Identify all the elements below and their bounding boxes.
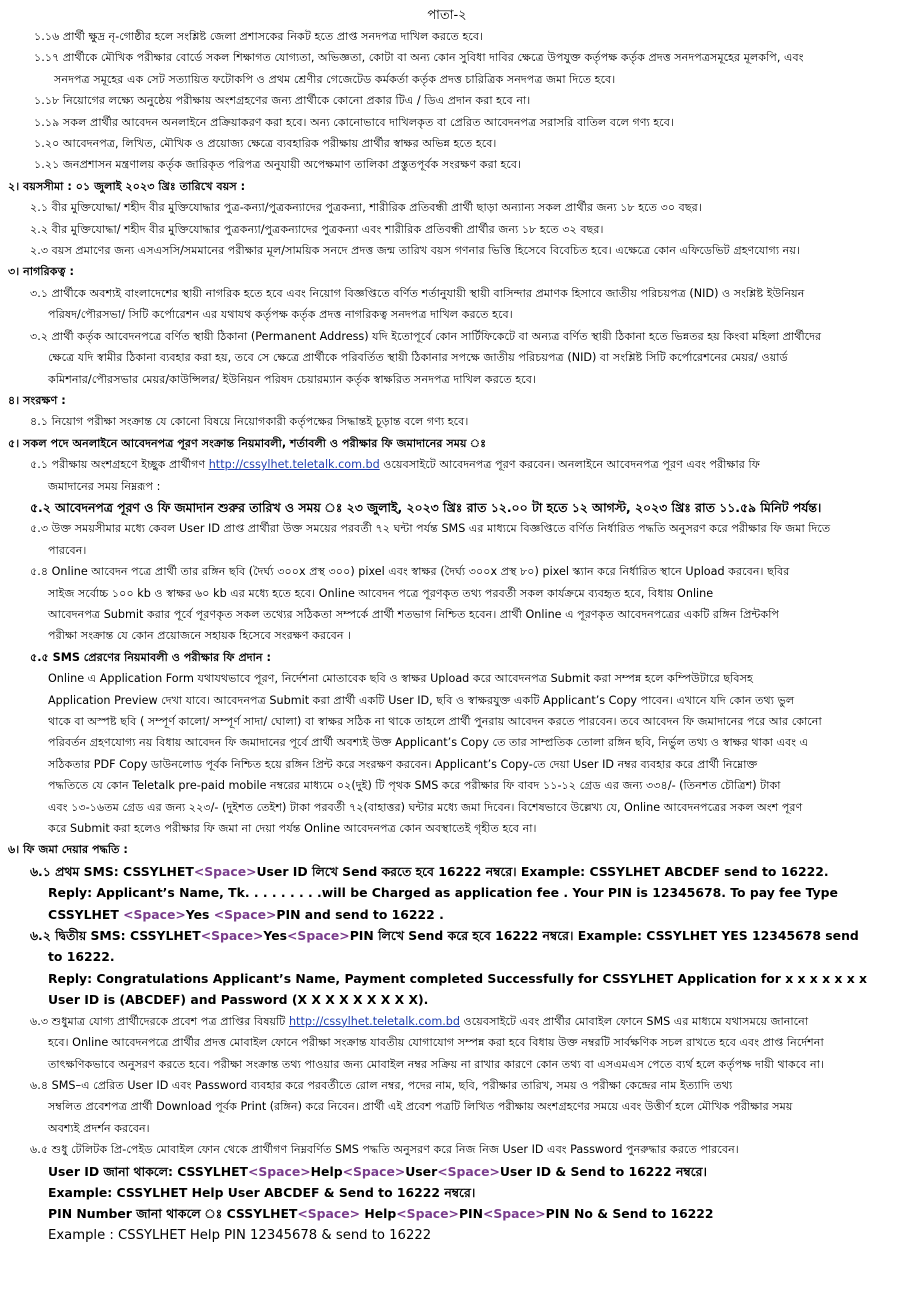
space-tag: <Space> <box>248 1163 311 1179</box>
clause-5-5-para-5: সঠিকতার PDF Copy ডাউনলোড পূর্বক নিশ্চিত হয়ে রঙ্গিন প্রিন্ট করে সংরক্ষণ করবেন। Applicant’s Copy-তে দেয়া User ID নম্বর ব্যবহার করে প্রার্থী নিম্নোক্ত <box>48 757 758 771</box>
clause-5-3: ৫.৩ উক্ত সময়সীমার মধ্যে কেবল User ID প্রাপ্ত প্রার্থীরা উক্ত সময়ের পরবর্তী ৭২ ঘন্টা পর্যন্ত SMS এর মাধ্যমে বিজ্ঞপ্তিতে বর্ণিত নির্ধারিত পদ্ধতি অনুসরণ করে পরীক্ষার ফি জমা দিতে <box>30 522 831 536</box>
clause-5-5-para-3: থাকে বা অস্পষ্ট ছবি ( সম্পূর্ণ কালো/ সম্পূর্ণ সাদা/ ঘোলা) বা স্বাক্ষর সঠিক না থাকে তাহলে প্রার্থী পুনরায় আবেদন করতে পারবেন। তবে আবেদন ফি জমাদানের পরে আর কোনো <box>48 715 822 728</box>
clause-6-1 <box>8 861 886 882</box>
clause-6-3-cont-2: তাৎক্ষণিকভাবে অনুসরণ করতে হবে। পরীক্ষা সংক্রান্ত তথ্য পাওয়ার জন্য মোবাইল নম্বর সক্রিয় না রাখার কারণে কোন তথ্য বা এসএমএস পেতে ব্যর্থ হলে কর্তৃপক্ষ দায়ী থাকবে না। <box>48 1057 824 1071</box>
section-6-heading: ৬। ফি জমা দেয়ার পদ্ধতি : <box>8 843 128 857</box>
space-tag: <Space> <box>437 1163 500 1179</box>
space-tag: <Space> <box>213 906 277 922</box>
clause-5-1-cont: জমাদানের সময় নিম্নরূপ : <box>48 479 161 493</box>
clause-1-17: ১.১৭ প্রার্থীকে মৌখিক পরীক্ষার বোর্ডে সকল শিক্ষাগত যোগ্যতা, অভিজ্ঞতা, কোটা বা অন্য কোন সুবিধা দাবির ক্ষেত্রে উপযুক্ত কর্তৃপক্ষ কর্তৃক প্রদত্ত সনদপত্রসমূহের মূলকপি, এবং <box>34 51 804 65</box>
sms1-suffix: User ID লিখে Send করতে হবে 16222 নম্বরে। Example: CSSYLHET ABCDEF send to 16222. <box>256 863 829 879</box>
clause-5-1-text-a: ৫.১ পরীক্ষায় অংশগ্রহণে ইচ্ছুক প্রার্থীগণ <box>30 458 209 472</box>
clause-3-1-cont: পরিষদ/পৌরসভা/ সিটি কর্পোরেশন এর যথাযথ কর্তৃপক্ষ কর্তৃক প্রদত্ত নাগরিকত্ব সনদপত্র দাখিল করতে হবে। <box>48 308 513 322</box>
clause-2-3: ২.৩ বয়স প্রমাণের জন্য এসএসসি/সমমানের পরীক্ষার মূল/সাময়িক সনদে প্রদত্ত জন্ম তারিখ বয়স গণনার ভিত্তি হিসেবে বিবেচিত হবে। এক্ষেত্রে কোন এফিডেভিট গ্রহণযোগ্য নয়। <box>30 244 800 258</box>
clause-1-17-cont: সনদপত্র সমূহের এক সেট সত্যায়িত ফটোকপি ও প্রথম শ্রেণীর গেজেটেড কর্মকর্তা কর্তৃক প্রদত্ত চারিত্রিক সনদপত্র জমা দিতে হবে। <box>54 72 616 86</box>
clause-6-4-cont-1: সম্বলিত প্রবেশপত্র প্রার্থী Download পূর্বক Print (রঙ্গিন) করে নিবেন। প্রার্থী এই প্রবেশ পত্রটি লিখিত পরীক্ষায় অংশগ্রহণের সময়ে এবং উত্তীর্ণ হলে মৌখিক পরীক্ষার সময় <box>48 1100 793 1114</box>
clause-5-1-text-b: ওয়েবসাইটে আবেদনপত্র পূরণ করবেন। অনলাইনে আবেদনপত্র পূরণ এবং পরীক্ষার ফি <box>379 458 760 472</box>
clause-2-2: ২.২ বীর মুক্তিযোদ্ধা/ শহীদ বীর মুক্তিযোদ্ধার পুত্রকন্যা/পুত্রকন্যাদের পুত্রকন্যা এবং শারীরিক প্রতিবন্ধী প্রার্থীর জন্য ১৮ হতে ৩২ বছর। <box>30 222 604 236</box>
clause-3-2: ৩.২ প্রার্থী কর্তৃক আবেদনপত্রে বর্ণিত স্থায়ী ঠিকানা (Permanent Address) যদি ইতোপূর্বে কোন সার্টিফিকেটে বা অন্যত্র বর্ণিত স্থায়ী ঠিকানা হতে ভিন্নতর হয় কিংবা মহিলা প্রার্থীদের <box>30 329 822 343</box>
clause-6-3-text-a: ৬.৩ শুধুমাত্র যোগ্য প্রার্থীদেরকে প্রবেশ পত্র প্রাপ্তির বিষয়টি <box>30 1014 289 1028</box>
clause-5-4-cont-3: পরীক্ষা সংক্রান্ত যে কোন প্রয়োজনে সহায়ক হিসেবে সংরক্ষণ করবেন । <box>48 629 352 643</box>
clause-6-3-cont-1: হবে। Online আবেদনপত্রে প্রার্থীর প্রদত্ত মোবাইল ফোনে পরীক্ষা সংক্রান্ত যাবতীয় যোগাযোগ সম্পন্ন করা হবে বিধায় উক্ত নম্বরটি সার্বক্ষণিক সচল রাখতে হবে এবং প্রাপ্ত নির্দেশনা <box>48 1036 824 1050</box>
clause-5-4-cont-1: সাইজ সর্বোচ্চ ১০০ kb ও স্বাক্ষর ৬০ kb এর মধ্যে হতে হবে। Online আবেদন পত্রে পূরণকৃত তথ্য পরবর্তী সকল কার্যক্রমে ব্যবহৃত হবে, বিধায় Online <box>48 586 714 600</box>
sms1-prefix: ৬.১ প্রথম SMS: CSSYLHET <box>30 863 194 879</box>
userid-recovery <box>8 1161 886 1182</box>
space-tag: <Space> <box>483 1206 546 1222</box>
clause-6-2 <box>8 925 886 946</box>
clause-6-4: ৬.৪ SMS–এ প্রেরিত User ID এবং Password ব্যবহার করে পরবর্তীতে রোল নম্বর, পদের নাম, ছবি, পরীক্ষার তারিখ, সময় ও পরীক্ষা কেন্দ্রের নাম ইত্যাদি তথ্য <box>30 1078 733 1092</box>
clause-6-4-cont-2: অবশ্যই প্রদর্শন করবেন। <box>48 1121 150 1135</box>
clause-3-2-cont-1: ক্ষেত্রে যদি স্বামীর ঠিকানা ব্যবহার করা হয়, তবে সে ক্ষেত্রে প্রার্থীকে পরিবর্তিত স্থায়ী ঠিকানার সপক্ষে জাতীয় পরিচয়পত্র (NID) বা সংশ্লিষ্ট সিটি কর্পোরেশনের মেয়র/ ওয়ার্ড <box>48 351 788 365</box>
clause-1-19: ১.১৯ সকল প্রার্থীর আবেদন অনলাইনে প্রক্রিয়াকরণ করা হবে। অন্য কোনোভাবে দাখিলকৃত বা প্রেরিত আবেদনপত্র সরাসরি বাতিল বলে গণ্য হবে। <box>34 115 675 129</box>
clause-5-5-para-1: Online এ Application Form যথাযথভাবে পূরণ, নির্দেশনা মোতাবেক ছবি ও স্বাক্ষর Upload করে আবেদনপত্র Submit করা সম্পন্ন হলে কম্পিউটারে ছবিসহ <box>48 672 753 686</box>
section-3-heading: ৩। নাগরিকত্ব : <box>8 265 74 279</box>
pin-keyword: PIN <box>458 1206 483 1222</box>
clause-6-1-reply-cont <box>8 904 886 925</box>
clause-5-5-para-4: পরিবর্তন গ্রহণযোগ্য নয় বিধায় আবেদন ফি জমাদানের পূর্বে প্রার্থী অবশ্যই উক্ত Applicant’s Copy তে তার সাম্প্রতিক তোলা রঙ্গিন ছবি, নির্ভুল তথ্য ও স্বাক্ষর থাকা এবং এ <box>48 736 809 750</box>
clause-3-2-cont-2: কমিশনার/পৌরসভার মেয়র/কাউন্সিলর/ ইউনিয়ন পরিষদ চেয়ারম্যান কর্তৃক স্বাক্ষরিত সনদপত্র দাখিল করতে হবে। <box>48 372 536 386</box>
clause-6-5: ৬.৫ শুধু টেলিটক প্রি-পেইড মোবাইল ফোন থেকে প্রার্থীগণ নিম্নবর্ণিত SMS পদ্ধতি অনুসরণ করে নিজ নিজ User ID এবং Password পুনরুদ্ধার করতে পারবেন। <box>30 1143 739 1157</box>
clause-1-16: ১.১৬ প্রার্থী ক্ষুদ্র নৃ-গোষ্ঠীর হলে সংশ্লিষ্ট জেলা প্রশাসকের নিকট হতে প্রাপ্ত সনদপত্র দাখিল করতে হবে। <box>34 30 484 43</box>
sms2-suffix: PIN লিখে Send করে হবে 16222 নম্বরে। Example: CSSYLHET YES 12345678 send <box>349 928 859 944</box>
website-link[interactable]: http://cssylhet.teletalk.com.bd <box>208 458 380 472</box>
clause-3-1: ৩.১ প্রার্থীকে অবশ্যই বাংলাদেশের স্থায়ী নাগরিক হতে হবে এবং নিয়োগ বিজ্ঞপ্তিতে বর্ণিত শর্তানুযায়ী স্থায়ী বাসিন্দার প্রমাণক হিসাবে জাতীয় পরিচয়পত্র (NID) ও সংশ্লিষ্ট ইউনিয়ন <box>30 286 805 300</box>
space-tag: <Space> <box>342 1163 406 1179</box>
space-tag: <Space> <box>287 928 350 944</box>
section-2-heading: ২। বয়সসীমা : ০১ জুলাই ২০২৩ খ্রিঃ তারিখে বয়স : <box>8 179 246 193</box>
sms2-yes: Yes <box>263 928 288 944</box>
user-keyword: User <box>405 1163 438 1179</box>
reply-prefix: CSSYLHET <box>48 906 124 922</box>
clause-5-5-para-6: পদ্ধতিতে যে কোন Teletalk pre-paid mobile নম্বরের মাধ্যমে ০২(দুই) টি পৃথক SMS করে পরীক্ষার ফি বাবদ ১১-১২ গ্রেড এর জন্য ৩৩৪/- (তিনশত চৌত্রিশ) টাকা <box>48 779 781 793</box>
website-link[interactable]: http://cssylhet.teletalk.com.bd <box>288 1014 460 1028</box>
reply-suffix: PIN and send to 16222 . <box>276 906 444 922</box>
pin-recovery-suffix: PIN No & Send to 16222 <box>545 1206 714 1222</box>
pin-example: Example : CSSYLHET Help PIN 12345678 & send to 16222 <box>48 1227 432 1243</box>
clause-5-1 <box>8 454 886 475</box>
space-tag: <Space> <box>297 1206 361 1222</box>
space-tag: <Space> <box>396 1206 459 1222</box>
pin-recovery-prefix: PIN Number জানা থাকলে ঃ CSSYLHET <box>48 1206 298 1222</box>
clause-5-5-para-2: Application Preview দেখা যাবে। আবেদনপত্র Submit করা প্রার্থী একটি User ID, ছবি ও স্বাক্ষরযুক্ত একটি Applicant’s Copy পাবেন। এখানে যদি কোন তথ্য ভুল <box>48 693 795 707</box>
userid-recovery-suffix: User ID & Send to 16222 নম্বরে। <box>499 1163 707 1179</box>
clause-6-2-reply-cont: User ID is (ABCDEF) and Password (X X X X X X X X X). <box>48 992 429 1008</box>
clause-2-1: ২.১ বীর মুক্তিযোদ্ধা/ শহীদ বীর মুক্তিযোদ্ধার পুত্র-কন্যা/পুত্রকন্যাদের পুত্রকন্যা, শারীরিক প্রতিবন্ধী প্রার্থী ছাড়া অন্যান্য সকল প্রার্থীর জন্য ১৮ হতে ৩০ বছর। <box>30 201 702 215</box>
clause-6-2-reply: Reply: Congratulations Applicant’s Name, Payment completed Successfully for CSSYLHET Application for x x x x x x x <box>48 970 868 986</box>
space-tag: <Space> <box>200 928 264 944</box>
help-keyword: Help <box>360 1206 397 1222</box>
section-5-heading: ৫। সকল পদে অনলাইনে আবেদনপত্র পূরণ সংক্রান্ত নিয়মাবলী, শর্তাবলী ও পরীক্ষার ফি জমাদানের সময় ঃ <box>8 436 487 450</box>
clause-5-4: ৫.৪ Online আবেদন পত্রে প্রার্থী তার রঙ্গিন ছবি (দৈর্ঘ্য ৩০০x প্রস্থ ৩০০) pixel এবং স্বাক্ষর (দৈর্ঘ্য ৩০০x প্রস্থ ৮০) pixel স্ক্যান করে নির্ধারিত স্থানে Upload করবেন। ছবির <box>30 565 790 579</box>
page-number: পাতা-২ <box>427 8 467 23</box>
clause-6-2-cont: to 16222. <box>48 949 115 965</box>
clause-5-5-para-7: এবং ১৩-১৬তম গ্রেড এর জন্য ২২৩/- (দুইশত তেইশ) টাকা পরবর্তী ৭২(বাহাত্তর) ঘন্টার মধ্যে জমা দিবেন। বিশেষভাবে উল্লেখ্য যে, Online আবেদনপত্রের সকল অংশ পূরণ <box>48 800 803 814</box>
section-4-heading: ৪। সংরক্ষণ : <box>8 393 66 407</box>
space-tag: <Space> <box>193 863 257 879</box>
clause-1-18: ১.১৮ নিয়োগের লক্ষ্যে অনুষ্ঠেয় পরীক্ষায় অংশগ্রহণের জন্য প্রার্থীকে কোনো প্রকার টিএ / ডিএ প্রদান করা হবে না। <box>34 94 531 108</box>
userid-recovery-prefix: User ID জানা থাকলে: CSSYLHET <box>48 1163 248 1179</box>
clause-5-5-para-8: করে Submit করা হলেও পরীক্ষার ফি জমা না দেয়া পর্যন্ত Online আবেদনপত্র কোন অবস্থাতেই গৃহীত হবে না। <box>48 822 537 836</box>
clause-6-3-text-b: ওয়েবসাইটে এবং প্রার্থীর মোবাইল ফোনে SMS এর মাধ্যমে যথাসময়ে জানানো <box>460 1014 809 1028</box>
clause-5-5-heading: ৫.৫ SMS প্রেরণের নিয়মাবলী ও পরীক্ষার ফি প্রদান : <box>30 650 271 664</box>
clause-1-20: ১.২০ আবেদনপত্র, লিখিত, মৌখিক ও প্রয়োজ্য ক্ষেত্রে ব্যবহারিক পরীক্ষায় প্রার্থীর স্বাক্ষর অভিন্ন হতে হবে। <box>34 137 497 151</box>
clause-5-3-cont: পারবেন। <box>48 543 87 557</box>
userid-example: Example: CSSYLHET Help User ABCDEF & Send to 16222 নম্বরে। <box>48 1184 476 1200</box>
reply-yes: Yes <box>185 906 214 922</box>
clause-4-1: ৪.১ নিয়োগ পরীক্ষা সংক্রান্ত যে কোনো বিষয়ে নিয়োগকারী কর্তৃপক্ষের সিদ্ধান্তই চূড়ান্ত বলে গণ্য হবে। <box>30 415 469 429</box>
help-keyword: Help <box>310 1163 343 1179</box>
clause-1-21: ১.২১ জনপ্রশাসন মন্ত্রণালয় কর্তৃক জারিকৃত পরিপত্র অনুযায়ী অপেক্ষমাণ তালিকা প্রস্তুতপূর্বক সংরক্ষণ করা হবে। <box>34 158 522 172</box>
space-tag: <Space> <box>123 906 186 922</box>
sms2-prefix: ৬.২ দ্বিতীয় SMS: CSSYLHET <box>30 928 201 944</box>
pin-recovery <box>8 1203 886 1224</box>
clause-6-3 <box>8 1011 886 1032</box>
clause-5-2: ৫.২ আবেদনপত্র পূরণ ও ফি জমাদান শুরুর তারিখ ও সময় ঃ ২৩ জুলাই, ২০২৩ খ্রিঃ রাত ১২.০০ টা হতে ১২ আগস্ট, ২০২৩ খ্রিঃ রাত ১১.৫৯ মিনিট পর্যন্ত। <box>30 499 822 515</box>
clause-5-4-cont-2: আবেদনপত্র Submit করার পূর্বে পূরণকৃত সকল তথ্যের সঠিকতা সম্পর্কে প্রার্থী শতভাগ নিশ্চিত হবেন। প্রার্থী Online এ পূরণকৃত আবেদনপত্রের একটি রঙ্গিন প্রিন্টকপি <box>48 607 779 621</box>
clause-6-1-reply: Reply: Applicant’s Name, Tk. . . . . . . . .will be Charged as application fee . Your PIN is 12345678. To pay fee Type <box>48 885 838 901</box>
